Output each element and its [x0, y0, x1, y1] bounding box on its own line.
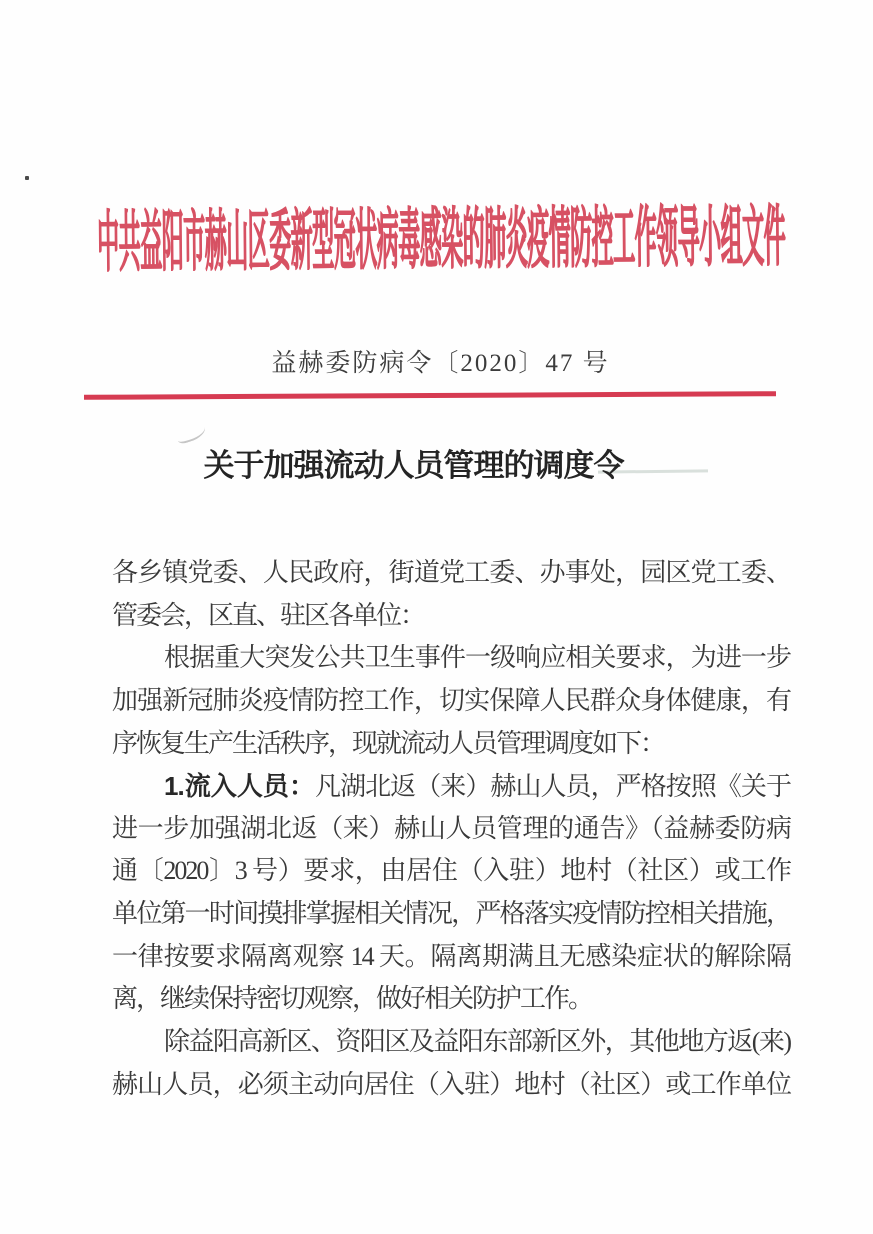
body-line: 管委会，区直、驻区各单位：	[112, 600, 425, 630]
body-line: 一律按要求隔离观察 14 天。隔离期满且无感染症状的解除隔	[112, 941, 790, 971]
body-line: 序恢复生产生活秩序，现就流动人员管理调度如下：	[112, 728, 665, 758]
letterhead-title: 中共益阳市赫山区委新型冠状病毒感染的肺炎疫情防控工作领导小组文件	[97, 198, 786, 281]
letterhead-banner	[5, 198, 873, 281]
body-line: 各乡镇党委、人民政府，街道党工委、办事处，园区党工委、	[112, 558, 790, 587]
body-line: 加强新冠肺炎疫情防控工作，切实保障人民群众身体健康，有	[112, 685, 790, 715]
doc-number: 益赫委防病令〔2020〕47 号	[271, 350, 610, 377]
ink-speck	[25, 176, 29, 180]
body-line-text: 凡湖北返（来）赫山人员，严格按照《关于	[315, 772, 790, 802]
body-line: 离，继续保持密切观察，做好相关防护工作。	[112, 984, 593, 1014]
body-line: 根据重大突发公共卫生事件一级响应相关要求，为进一步	[164, 643, 790, 673]
body-line: 通〔2020〕3 号）要求，由居住（入驻）地村（社区）或工作	[112, 856, 790, 886]
body-line	[112, 765, 790, 808]
red-divider-rule	[84, 391, 776, 400]
body-line: 进一步加强湖北返（来）赫山人员管理的通告》（益赫委防病	[112, 813, 790, 843]
body-line: 除益阳高新区、资阳区及益阳东部新区外，其他地方返(来)	[164, 1027, 790, 1057]
body-line: 赫山人员，必须主动向居住（入驻）地村（社区）或工作单位	[112, 1069, 790, 1099]
paragraph-lead-number: 1.流入人员：	[164, 771, 316, 802]
document-body	[112, 552, 790, 1106]
document-title: 关于加强流动人员管理的调度令	[203, 448, 624, 483]
body-line: 单位第一时间摸排掌握相关情况，严格落实疫情防控相关措施，	[112, 899, 790, 929]
